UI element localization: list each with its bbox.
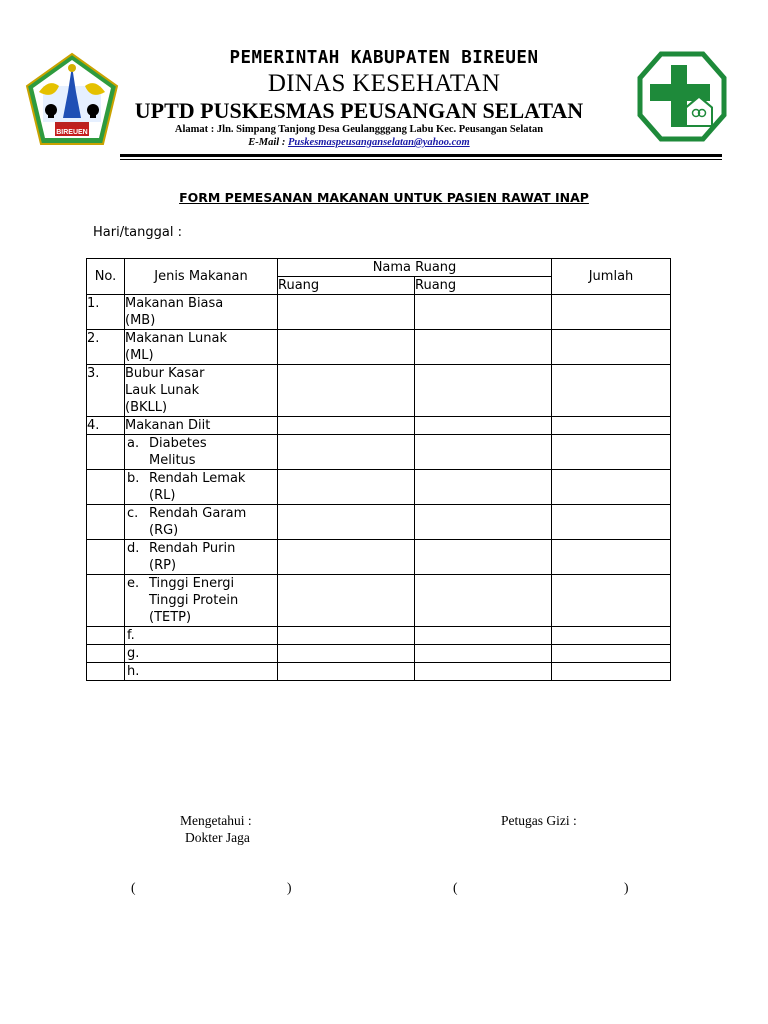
petugas-gizi-label: Petugas Gizi :	[501, 813, 577, 828]
ruang-input-cell[interactable]	[415, 417, 552, 435]
header-jumlah: Jumlah	[552, 259, 671, 295]
table-subrow	[87, 540, 671, 575]
subrow-letter: b.	[127, 471, 140, 486]
jenis-line: Makanan Lunak	[125, 331, 228, 346]
jumlah-input-cell[interactable]	[552, 295, 671, 330]
header-nama-ruang: Nama Ruang	[278, 259, 552, 277]
subrow-jenis	[125, 645, 278, 663]
jenis-line: Makanan Diit	[125, 418, 211, 433]
subrow-line: Rendah Lemak	[149, 471, 246, 486]
table-row	[87, 365, 671, 417]
subrow-line: Rendah Garam	[149, 506, 247, 521]
jumlah-input-cell[interactable]	[552, 540, 671, 575]
subrow-letter: h.	[127, 664, 140, 679]
subrow-line: (RL)	[149, 488, 176, 503]
kop-divider-thin	[120, 159, 722, 160]
table-subrow	[87, 505, 671, 540]
subrow-number-empty	[87, 645, 125, 663]
jumlah-input-cell[interactable]	[552, 435, 671, 470]
subrow-jenis	[125, 470, 278, 505]
ruang-input-cell[interactable]	[278, 365, 415, 417]
kop-uptd: UPTD PUSKESMAS PEUSANGAN SELATAN	[134, 98, 584, 123]
subrow-number-empty	[87, 575, 125, 627]
sign-right-close-paren: )	[624, 880, 629, 895]
table-subrow	[87, 435, 671, 470]
subrow-letter: c.	[127, 506, 139, 521]
subrow-letter: e.	[127, 576, 140, 591]
ruang-input-cell[interactable]	[415, 645, 552, 663]
sign-right-open-paren: (	[453, 880, 458, 895]
table-subrow	[87, 575, 671, 627]
jumlah-input-cell[interactable]	[552, 663, 671, 681]
row-number: 2.	[87, 330, 125, 365]
subrow-number-empty	[87, 505, 125, 540]
jenis-line: (BKLL)	[125, 400, 168, 415]
subrow-line: Tinggi Protein	[149, 593, 239, 608]
dokter-jaga-label: Dokter Jaga	[185, 830, 250, 845]
subrow-text	[149, 505, 246, 539]
jenis-line: (ML)	[125, 348, 154, 363]
subrow-number-empty	[87, 435, 125, 470]
subrow-jenis	[125, 435, 278, 470]
ruang-input-cell[interactable]	[415, 575, 552, 627]
kop-alamat: Alamat : Jln. Simpang Tanjong Desa Geulangggang Labu Kec. Peusangan Selatan	[174, 124, 544, 135]
subrow-jenis	[125, 663, 278, 681]
order-table	[86, 258, 671, 681]
jumlah-input-cell[interactable]	[552, 645, 671, 663]
jenis-line: Lauk Lunak	[125, 383, 200, 398]
subrow-letter: d.	[127, 541, 140, 556]
subrow-text	[149, 470, 245, 504]
kop-pemerintah: PEMERINTAH KABUPATEN BIREUEN	[229, 48, 539, 68]
jenis-line: (MB)	[125, 313, 156, 328]
row-number: 1.	[87, 295, 125, 330]
table-subrow	[87, 627, 671, 645]
email-link[interactable]: Puskesmaspeusanganselatan@yahoo.com	[287, 137, 470, 148]
header-ruang-2: Ruang	[415, 277, 552, 295]
row-jenis	[125, 295, 278, 330]
ruang-input-cell[interactable]	[278, 663, 415, 681]
ruang-input-cell[interactable]	[278, 435, 415, 470]
subrow-number-empty	[87, 470, 125, 505]
subrow-line: Diabetes	[149, 436, 207, 451]
ruang-input-cell[interactable]	[278, 505, 415, 540]
subrow-number-empty	[87, 627, 125, 645]
subrow-jenis	[125, 505, 278, 540]
header-jenis: Jenis Makanan	[125, 259, 278, 295]
subrow-text	[149, 575, 238, 626]
header-no: No.	[87, 259, 125, 295]
row-number: 4.	[87, 417, 125, 435]
hari-tanggal-label: Hari/tanggal :	[93, 225, 182, 240]
subrow-number-empty	[87, 663, 125, 681]
jumlah-input-cell[interactable]	[552, 505, 671, 540]
row-jenis	[125, 365, 278, 417]
ruang-input-cell[interactable]	[278, 330, 415, 365]
ruang-input-cell[interactable]	[278, 645, 415, 663]
jenis-line: Bubur Kasar	[125, 366, 205, 381]
jumlah-input-cell[interactable]	[552, 330, 671, 365]
kop-email	[0, 137, 718, 148]
ruang-input-cell[interactable]	[415, 295, 552, 330]
table-row	[87, 295, 671, 330]
ruang-input-cell[interactable]	[278, 295, 415, 330]
email-label: E-Mail :	[248, 137, 288, 148]
subrow-letter: f.	[127, 628, 135, 643]
subrow-text	[149, 540, 235, 574]
subrow-line: (RP)	[149, 558, 177, 573]
subrow-number-empty	[87, 540, 125, 575]
ruang-input-cell[interactable]	[415, 540, 552, 575]
ruang-input-cell[interactable]	[415, 330, 552, 365]
subrow-line: Melitus	[149, 453, 196, 468]
sign-left-open-paren: (	[131, 880, 136, 895]
subrow-jenis	[125, 540, 278, 575]
ruang-input-cell[interactable]	[415, 663, 552, 681]
table-row	[87, 330, 671, 365]
ruang-input-cell[interactable]	[415, 365, 552, 417]
subrow-jenis	[125, 575, 278, 627]
jumlah-input-cell[interactable]	[552, 627, 671, 645]
table-subrow	[87, 645, 671, 663]
ruang-input-cell[interactable]	[415, 470, 552, 505]
table-body	[87, 295, 671, 681]
subrow-line: Rendah Purin	[149, 541, 236, 556]
subrow-line: (TETP)	[149, 610, 192, 625]
subrow-line: (RG)	[149, 523, 179, 538]
ruang-input-cell[interactable]	[415, 627, 552, 645]
jumlah-input-cell[interactable]	[552, 365, 671, 417]
subrow-jenis	[125, 627, 278, 645]
ruang-input-cell[interactable]	[278, 575, 415, 627]
jumlah-input-cell[interactable]	[552, 575, 671, 627]
sign-left-close-paren: )	[287, 880, 292, 895]
table-subrow	[87, 663, 671, 681]
jumlah-input-cell[interactable]	[552, 417, 671, 435]
ruang-input-cell[interactable]	[278, 540, 415, 575]
ruang-input-cell[interactable]	[415, 505, 552, 540]
kop-dinas: DINAS KESEHATAN	[267, 70, 501, 97]
jumlah-input-cell[interactable]	[552, 470, 671, 505]
kop-divider-thick	[120, 154, 722, 157]
header-ruang-1: Ruang	[278, 277, 415, 295]
table-subrow	[87, 470, 671, 505]
mengetahui-label: Mengetahui :	[180, 813, 252, 828]
row-jenis	[125, 330, 278, 365]
ruang-input-cell[interactable]	[415, 435, 552, 470]
ruang-input-cell[interactable]	[278, 470, 415, 505]
ruang-input-cell[interactable]	[278, 417, 415, 435]
jenis-line: Makanan Biasa	[125, 296, 224, 311]
ruang-input-cell[interactable]	[278, 627, 415, 645]
row-jenis	[125, 417, 278, 435]
table-row	[87, 417, 671, 435]
subrow-text	[149, 435, 207, 469]
subrow-letter: a.	[127, 436, 140, 451]
row-number: 3.	[87, 365, 125, 417]
form-title: FORM PEMESANAN MAKANAN UNTUK PASIEN RAWAT INAP	[179, 190, 589, 205]
subrow-letter: g.	[127, 646, 140, 661]
subrow-line: Tinggi Energi	[149, 576, 235, 591]
logo-left-text: BIREUEN	[56, 129, 88, 136]
